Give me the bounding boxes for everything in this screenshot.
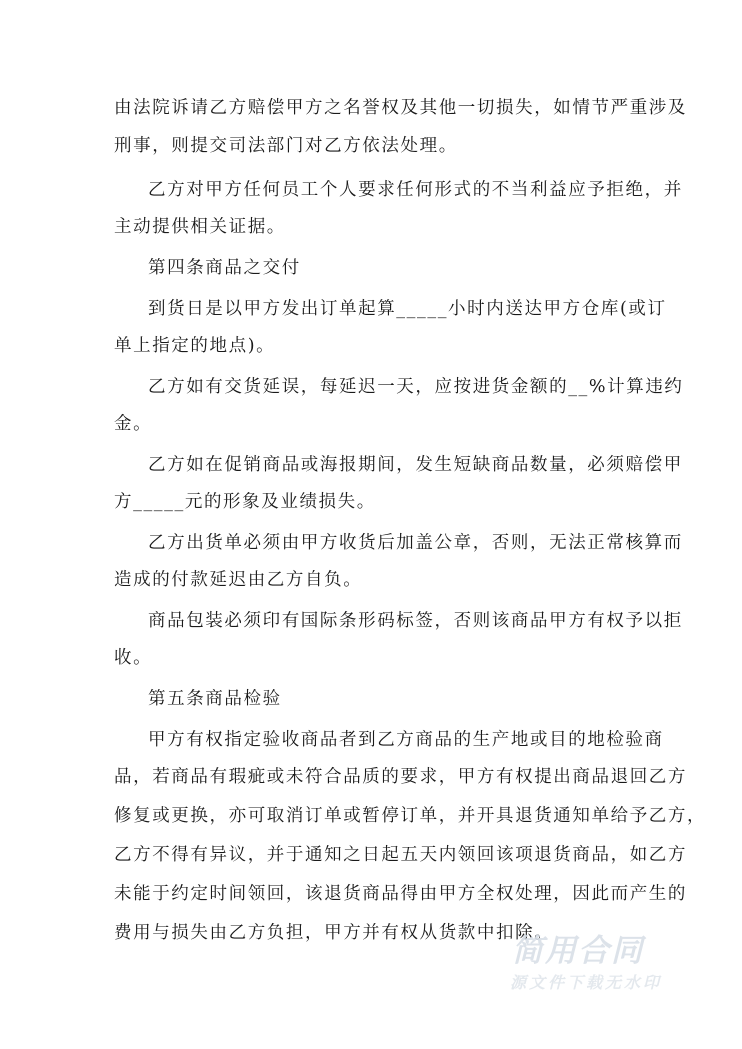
text-line: 商品包装必须印有国际条形码标签，否则该商品甲方有权予以拒 bbox=[148, 611, 683, 631]
text-line: 由法院诉请乙方赔偿甲方之名誉权及其他一切损失，如情节严重涉及 bbox=[114, 98, 687, 118]
text-line: 乙方出货单必须由甲方收货后加盖公章，否则，无法正常核算而 bbox=[148, 533, 683, 553]
section-heading: 第五条商品检验 bbox=[148, 689, 282, 709]
text-line: 方_____元的形象及业绩损失。 bbox=[114, 492, 376, 512]
watermark-caption: 源文件下载无水印 bbox=[510, 973, 663, 992]
text-line: 修复或更换，亦可取消订单或暂停订单，并开具退货通知单给予乙方， bbox=[114, 806, 707, 826]
text-line: 乙方对甲方任何员工个人要求任何形式的不当利益应予拒绝，并 bbox=[148, 180, 683, 200]
text-line: 乙方如在促销商品或海报期间，发生短缺商品数量，必须赔偿甲 bbox=[148, 455, 683, 475]
text-line: 品，若商品有瑕疵或未符合品质的要求，甲方有权提出商品退回乙方 bbox=[114, 767, 687, 787]
text-line: 造成的付款延迟由乙方自负。 bbox=[114, 570, 363, 590]
section-heading: 第四条商品之交付 bbox=[148, 258, 301, 278]
text-line: 费用与损失由乙方负担，甲方并有权从货款中扣除。 bbox=[114, 923, 554, 943]
text-line: 乙方如有交货延误，每延迟一天，应按进货金额的__%计算违约 bbox=[148, 377, 684, 397]
text-line: 甲方有权指定验收商品者到乙方商品的生产地或目的地检验商 bbox=[148, 730, 664, 750]
text-line: 未能于约定时间领回，该退货商品得由甲方全权处理，因此而产生的 bbox=[114, 884, 687, 904]
text-line: 单上指定的地点)。 bbox=[114, 336, 276, 356]
text-line: 到货日是以甲方发出订单起算_____小时内送达甲方仓库(或订 bbox=[148, 299, 667, 319]
text-line: 收。 bbox=[114, 648, 153, 668]
text-line: 乙方不得有异议，并于通知之日起五天内领回该项退货商品，如乙方 bbox=[114, 845, 687, 865]
text-line: 主动提供相关证据。 bbox=[114, 217, 286, 237]
text-line: 刑事，则提交司法部门对乙方依法处理。 bbox=[114, 136, 458, 156]
watermark-logo: 简用合同 bbox=[512, 933, 644, 969]
text-line: 金。 bbox=[114, 414, 153, 434]
